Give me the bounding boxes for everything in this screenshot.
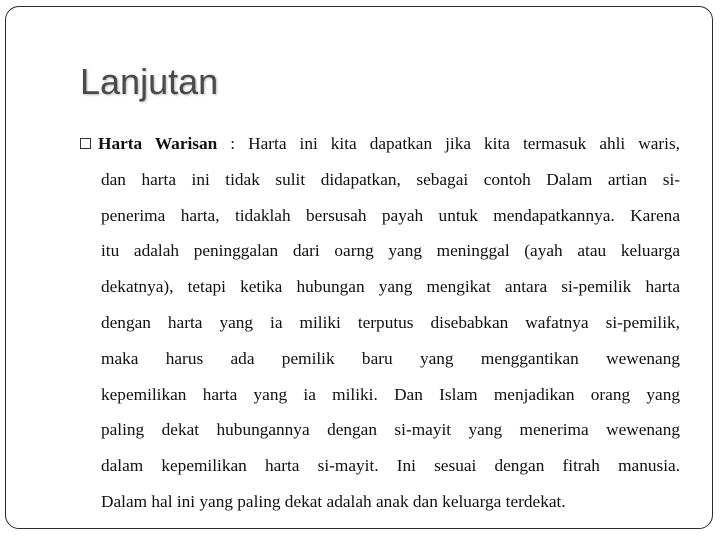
body-line-1-text: : Harta ini kita dapatkan jika kita termasuk ahli waris, xyxy=(217,134,681,153)
square-bullet-icon xyxy=(80,138,91,149)
slide-title: Lanjutan xyxy=(80,61,219,102)
body-line-9: paling dekat hubungannya dengan si-mayit yang menerima wewenang xyxy=(101,420,680,440)
body-line-3: penerima harta, tidaklah bersusah payah untuk mendapatkannya. Karena xyxy=(101,205,680,225)
body-line-7: maka harus ada pemilik baru yang menggantikan wewenang xyxy=(101,348,680,368)
body-line-5: dekatnya), tetapi ketika hubungan yang mengikat antara si-pemilik harta xyxy=(101,277,680,297)
body-line-11: Dalam hal ini yang paling dekat adalah anak dan keluarga terdekat. xyxy=(101,491,566,511)
body-line-10: dalam kepemilikan harta si-mayit. Ini sesuai dengan fitrah manusia. xyxy=(101,456,680,476)
body-line-8: kepemilikan harta yang ia miliki. Dan Islam menjadikan orang yang xyxy=(101,384,680,404)
body-line-2: dan harta ini tidak sulit didapatkan, sebagai contoh Dalam artian si- xyxy=(101,169,680,189)
body-line-4: itu adalah peninggalan dari oarng yang meninggal (ayah atau keluarga xyxy=(101,241,680,261)
slide-body xyxy=(80,126,680,520)
body-line-6: dengan harta yang ia miliki terputus disebabkan wafatnya si-pemilik, xyxy=(101,312,680,332)
term-harta-warisan: Harta Warisan xyxy=(98,134,218,153)
body-line-1 xyxy=(80,126,680,162)
